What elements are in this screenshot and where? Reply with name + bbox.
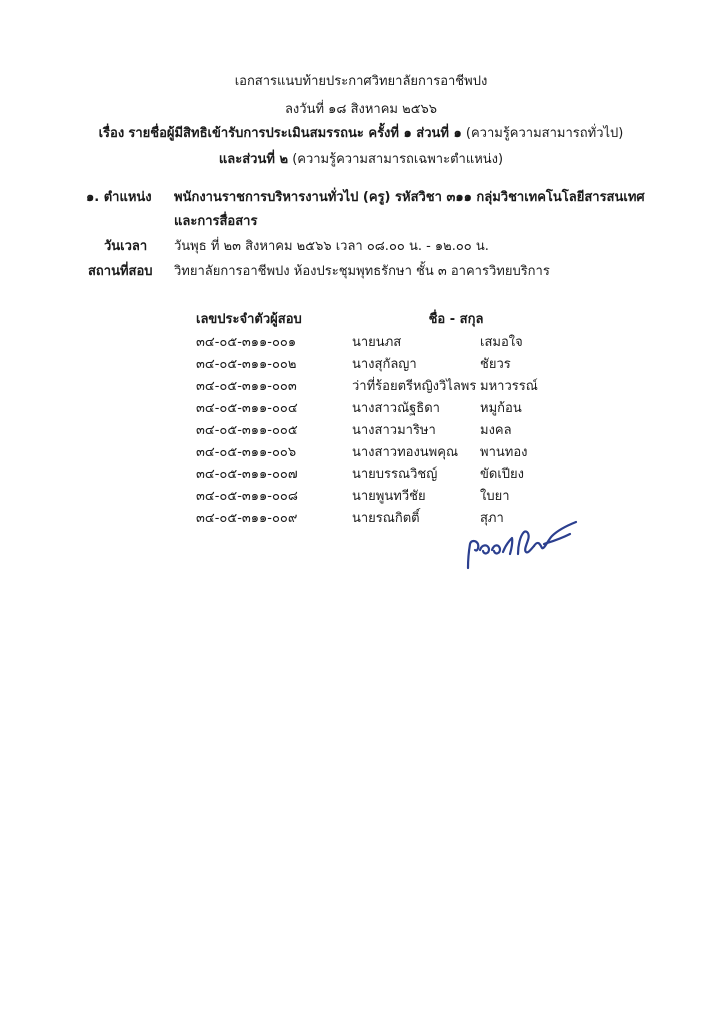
doc-date-line: ลงวันที่ ๑๘ สิงหาคม ๒๕๖๖ [284, 102, 438, 117]
candidate-id: ๓๔-๐๕-๓๑๑-๐๐๒ [196, 356, 297, 372]
subject2-bold: และส่วนที่ ๒ [218, 152, 289, 167]
candidate-first-name: นายบรรณวิชญ์ [352, 466, 438, 482]
col-header-name: ชื่อ - สกุล [428, 311, 484, 327]
subject-bold: รายชื่อผู้มีสิทธิเข้ารับการประเมินสมรรถนะ ครั้งที่ ๑ ส่วนที่ ๑ [128, 126, 462, 141]
candidate-last-name: หมูก้อน [480, 400, 522, 416]
table-row [196, 418, 560, 440]
doc-subject-line2 [0, 150, 722, 170]
candidate-last-name: มงคล [480, 422, 512, 438]
candidate-first-name: นายรณกิตติ์ [352, 510, 420, 526]
doc-subject-line [0, 124, 722, 144]
doc-title-line1: เอกสารแนบท้ายประกาศวิทยาลัยการอาชีพปง [234, 74, 488, 89]
venue-label: สถานที่สอบ [88, 264, 153, 279]
col-header-id: เลขประจำตัวผู้สอบ [196, 311, 302, 327]
position-value-line2: และการสื่อสาร [174, 214, 258, 229]
candidate-id: ๓๔-๐๕-๓๑๑-๐๐๖ [196, 444, 297, 460]
candidate-last-name: มหาวรรณ์ [480, 378, 538, 394]
candidate-id: ๓๔-๐๕-๓๑๑-๐๐๕ [196, 422, 298, 438]
candidate-first-name: นางสาวณัฐธิดา [352, 400, 440, 416]
subject-label: เรื่อง [98, 126, 125, 141]
table-row [196, 462, 560, 484]
candidate-id: ๓๔-๐๕-๓๑๑-๐๐๙ [196, 510, 298, 526]
table-row [196, 352, 560, 374]
candidate-id: ๓๔-๐๕-๓๑๑-๐๐๑ [196, 334, 297, 350]
candidate-first-name: นางสุกัลญา [352, 356, 417, 372]
table-row [196, 396, 560, 418]
candidate-last-name: ชัยวร [480, 356, 511, 372]
position-label: ๑. ตำแหน่ง [86, 190, 152, 205]
candidate-first-name: นายนภส [352, 334, 402, 350]
candidate-last-name: ใบยา [480, 488, 510, 504]
candidate-id: ๓๔-๐๕-๓๑๑-๐๐๗ [196, 466, 298, 482]
candidate-last-name: พานทอง [480, 444, 528, 460]
table-row [196, 374, 560, 396]
candidate-first-name: นายพูนทวีชัย [352, 488, 426, 504]
datetime-value: วันพุธ ที่ ๒๓ สิงหาคม ๒๕๖๖ เวลา ๐๘.๐๐ น. - ๑๒.๐๐ น. [174, 239, 489, 254]
candidate-last-name: เสมอใจ [480, 334, 523, 350]
subject-rest: (ความรู้ความสามารถทั่วไป) [465, 126, 624, 141]
datetime-label: วันเวลา [104, 239, 148, 254]
candidate-first-name: นางสาวทองนพคุณ [352, 444, 459, 460]
venue-value: วิทยาลัยการอาชีพปง ห้องประชุมพุทธรักษา ชั้น ๓ อาคารวิทยบริการ [174, 264, 550, 279]
handwritten-signature-icon [462, 510, 582, 574]
candidate-first-name: นางสาวมาริษา [352, 422, 436, 438]
table-row [196, 484, 560, 506]
table-row [196, 330, 560, 352]
table-header-row [196, 306, 560, 330]
candidate-id: ๓๔-๐๕-๓๑๑-๐๐๓ [196, 378, 297, 394]
candidate-first-name: ว่าที่ร้อยตรีหญิงวิไลพร [352, 378, 477, 394]
candidate-id: ๓๔-๐๕-๓๑๑-๐๐๔ [196, 400, 298, 416]
subject2-rest: (ความรู้ความสามารถเฉพาะตำแหน่ง) [292, 152, 504, 167]
position-value-line1: พนักงานราชการบริหารงานทั่วไป (ครู) รหัสวิชา ๓๑๑ กลุ่มวิชาเทคโนโลยีสารสนเทศ [174, 190, 645, 205]
table-row [196, 440, 560, 462]
candidate-table [196, 306, 560, 528]
candidate-last-name: ขัดเปียง [480, 466, 524, 482]
candidate-last-name: สุภา [480, 510, 504, 526]
candidate-id: ๓๔-๐๕-๓๑๑-๐๐๘ [196, 488, 298, 504]
